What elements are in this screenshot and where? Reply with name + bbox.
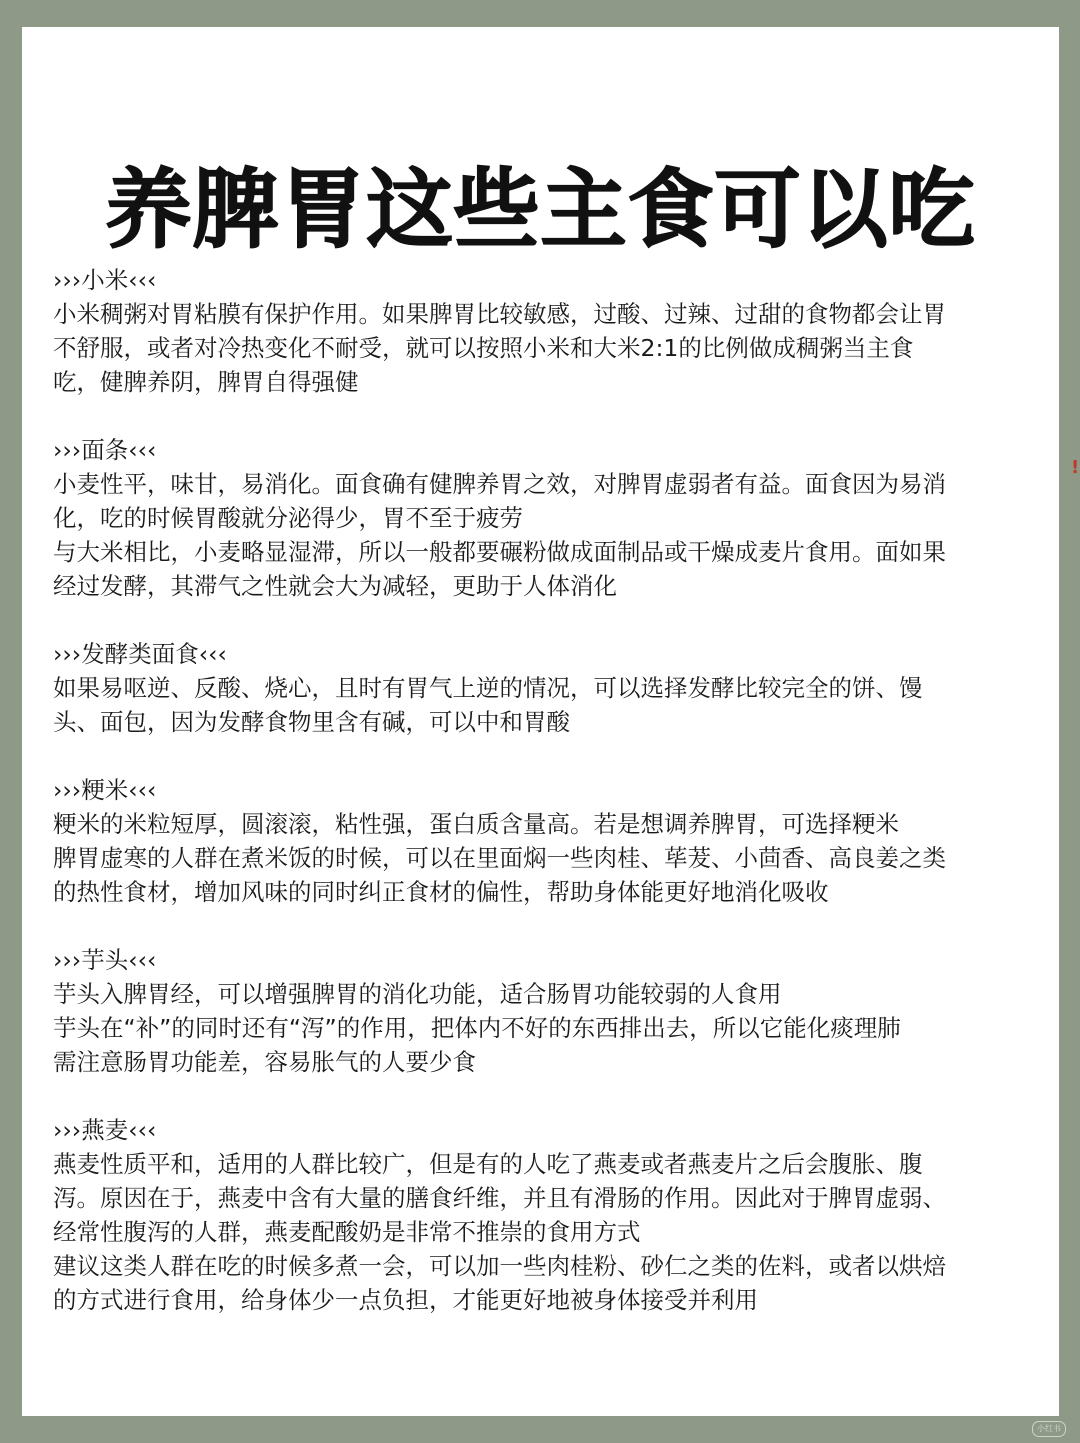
paragraph-line: 泻。原因在于，燕麦中含有大量的膳食纤维，并且有滑肠的作用。因此对于脾胃虚弱、 <box>53 1184 946 1212</box>
page-title: 养脾胃这些主食可以吃 <box>105 160 976 260</box>
paragraph-line: 需注意肠胃功能差，容易胀气的人要少食 <box>53 1048 476 1076</box>
paragraph-line: 的热性食材，增加风味的同时纠正食材的偏性，帮助身体能更好地消化吸收 <box>53 878 829 906</box>
watermark-logo: 小红书 <box>1032 1421 1066 1437</box>
section-yutou <box>53 943 1043 1079</box>
paragraph-line: 粳米的米粒短厚，圆滚滚，粘性强，蛋白质含量高。若是想调养脾胃，可选择粳米 <box>53 810 899 838</box>
section-heading: ›››发酵类面食‹‹‹ <box>53 640 227 668</box>
paragraph-line: 头、面包，因为发酵食物里含有碱，可以中和胃酸 <box>53 708 570 736</box>
paragraph-line: 芋头入脾胃经，可以增强脾胃的消化功能，适合肠胃功能较弱的人食用 <box>53 980 782 1008</box>
paragraph-line: 燕麦性质平和，适用的人群比较广，但是有的人吃了燕麦或者燕麦片之后会腹胀、腹 <box>53 1150 923 1178</box>
paragraph-line: 建议这类人群在吃的时候多煮一会，可以加一些肉桂粉、砂仁之类的佐料，或者以烘焙 <box>53 1252 946 1280</box>
paragraph-line: 芋头在“补”的同时还有“泻”的作用，把体内不好的东西排出去，所以它能化痰理肺 <box>53 1014 901 1042</box>
paragraph-line: 化，吃的时候胃酸就分泌得少，胃不至于疲劳 <box>53 504 523 532</box>
section-fajiao-mianshi <box>53 637 1043 739</box>
section-heading: ›››小米‹‹‹ <box>53 266 157 294</box>
section-heading: ›››面条‹‹‹ <box>53 436 157 464</box>
section-yanmai <box>53 1113 1043 1317</box>
paragraph-line: 经过发酵，其滞气之性就会大为减轻，更助于人体消化 <box>53 572 617 600</box>
paragraph-line: 的方式进行食用，给身体少一点负担，才能更好地被身体接受并利用 <box>53 1286 758 1314</box>
paragraph-line: 不舒服，或者对冷热变化不耐受，就可以按照小米和大米2:1的比例做成稠粥当主食 <box>53 334 914 362</box>
paragraph-line: 吃，健脾养阴，脾胃自得强健 <box>53 368 359 396</box>
paragraph-line: 脾胃虚寒的人群在煮米饭的时候，可以在里面焖一些肉桂、荜茇、小茴香、高良姜之类 <box>53 844 946 872</box>
section-heading: ›››燕麦‹‹‹ <box>53 1116 157 1144</box>
section-heading: ›››芋头‹‹‹ <box>53 946 157 974</box>
paragraph-line: 如果易呕逆、反酸、烧心，且时有胃气上逆的情况，可以选择发酵比较完全的饼、馒 <box>53 674 923 702</box>
section-heading: ›››粳米‹‹‹ <box>53 776 157 804</box>
paragraph-line: 小米稠粥对胃粘膜有保护作用。如果脾胃比较敏感，过酸、过辣、过甜的食物都会让胃 <box>53 300 946 328</box>
article-card <box>22 27 1059 1416</box>
article-content <box>53 263 1043 1351</box>
paragraph-line: 经常性腹泻的人群，燕麦配酸奶是非常不推崇的食用方式 <box>53 1218 641 1246</box>
section-xiaomi <box>53 263 1043 399</box>
section-miantiao <box>53 433 1043 603</box>
paragraph-line: 小麦性平，味甘，易消化。面食确有健脾养胃之效，对脾胃虚弱者有益。面食因为易消 <box>53 470 946 498</box>
paragraph-line: 与大米相比，小麦略显湿滞，所以一般都要碾粉做成面制品或干燥成麦片食用。面如果 <box>53 538 946 566</box>
section-jingmi <box>53 773 1043 909</box>
edge-exclamation-mark: ! <box>1071 457 1080 478</box>
